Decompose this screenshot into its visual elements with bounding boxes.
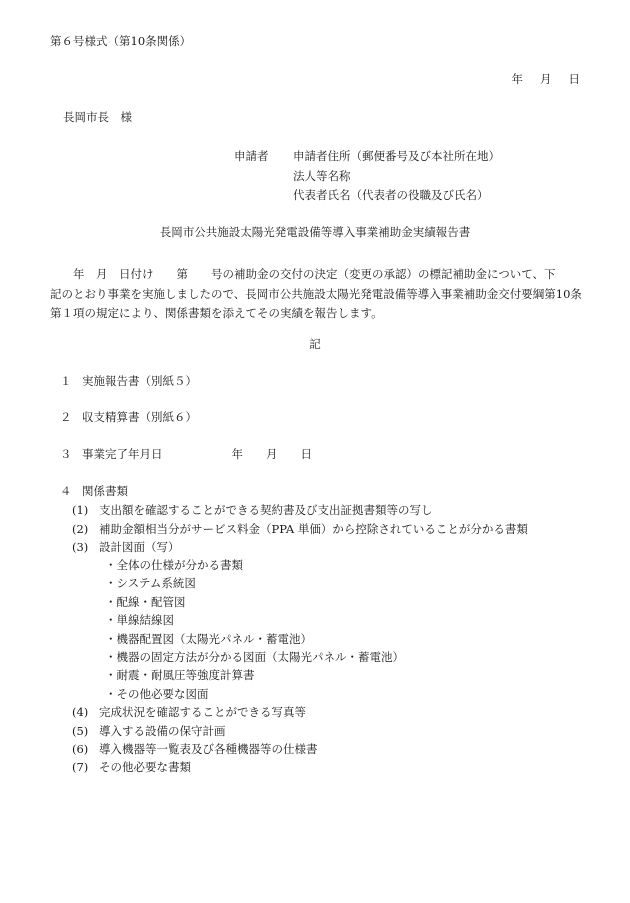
form-number: 第６号様式（第10条関係） — [50, 34, 192, 48]
body-line: 年 月 日付け 第 号の補助金の交付の決定（変更の承認）の標記補助金について、下 — [50, 267, 556, 281]
drawing-bullet: ・全体の仕様が分かる書類 — [105, 558, 243, 572]
drawing-bullet: ・耐震・耐風圧等強度計算書 — [105, 668, 255, 682]
list-item — [60, 486, 128, 498]
date-month-label: 月 — [540, 72, 552, 86]
sub-item — [72, 707, 306, 719]
date-line — [512, 74, 581, 86]
item-number: ２ — [60, 410, 72, 424]
sub-item-text: 完成状況を確認することができる写真等 — [99, 705, 306, 719]
list-item — [60, 449, 312, 461]
drawing-bullet: ・その他必要な図面 — [105, 687, 209, 701]
date-year-label: 年 — [511, 72, 523, 86]
sub-item-number: (2) — [72, 522, 89, 536]
drawing-bullet: ・機器の固定方法が分かる図面（太陽光パネル・蓄電池） — [105, 650, 404, 664]
drawing-bullet: ・配線・配管図 — [105, 595, 186, 609]
drawing-bullet: ・機器配置図（太陽光パネル・蓄電池） — [105, 632, 312, 646]
sub-item-number: (1) — [72, 503, 89, 517]
sub-item-number: (6) — [72, 742, 89, 756]
sub-item-number: (5) — [72, 724, 89, 738]
applicant-representative: 代表者氏名（代表者の役職及び氏名） — [293, 188, 489, 202]
sub-item-text: その他必要な書類 — [99, 760, 191, 774]
sub-item-text: 導入機器等一覧表及び各種機器等の仕様書 — [99, 742, 318, 756]
item-text: 収支精算書（別紙６） — [82, 410, 197, 424]
list-item — [60, 412, 197, 424]
date-day-label: 日 — [568, 72, 580, 86]
addressee: 長岡市長 様 — [63, 110, 132, 124]
applicant-address: 申請者住所（郵便番号及び本社所在地） — [293, 149, 500, 163]
sub-item-text: 導入する設備の保守計画 — [99, 724, 226, 738]
sub-item-number: (7) — [72, 760, 89, 774]
item-text: 関係書類 — [82, 484, 128, 498]
applicant-block — [293, 151, 500, 210]
drawing-bullet: ・システム系統図 — [105, 576, 196, 590]
sub-item-text: 支出額を確認することができる契約書及び支出証拠書類等の写し — [99, 503, 433, 517]
sub-item — [72, 524, 528, 536]
applicant-label: 申請者 — [234, 149, 269, 163]
ki-heading: 記 — [309, 337, 321, 351]
body-line: 第１項の規定により、関係書類を添えてその実績を報告します。 — [50, 306, 383, 320]
item-number: １ — [60, 374, 72, 388]
document-title: 長岡市公共施設太陽光発電設備等導入事業補助金実績報告書 — [159, 225, 471, 239]
sub-item — [72, 505, 433, 517]
sub-item — [72, 762, 191, 774]
item-text: 実施報告書（別紙５） — [82, 374, 197, 388]
item-text: 事業完了年月日 年 月 日 — [82, 447, 312, 461]
sub-item-text: 設計図面（写） — [99, 540, 180, 554]
item-number: ３ — [60, 447, 72, 461]
body-line: 記のとおり事業を実施しましたので、長岡市公共施設太陽光発電設備等導入事業補助金交付要綱第10条 — [50, 286, 582, 301]
list-item — [60, 376, 197, 388]
sub-item-number: (4) — [72, 705, 89, 719]
sub-item — [72, 726, 226, 738]
drawing-bullet: ・単線結線図 — [105, 613, 174, 627]
body-paragraph — [50, 265, 582, 324]
applicant-corporate-name: 法人等名称 — [293, 168, 351, 183]
sub-item — [72, 542, 180, 554]
sub-item-text: 補助金額相当分がサービス料金（PPA 単価）から控除されていることが分かる書類 — [99, 522, 528, 536]
sub-item — [72, 744, 318, 756]
item-number: ４ — [60, 484, 72, 498]
sub-item-number: (3) — [72, 540, 89, 554]
